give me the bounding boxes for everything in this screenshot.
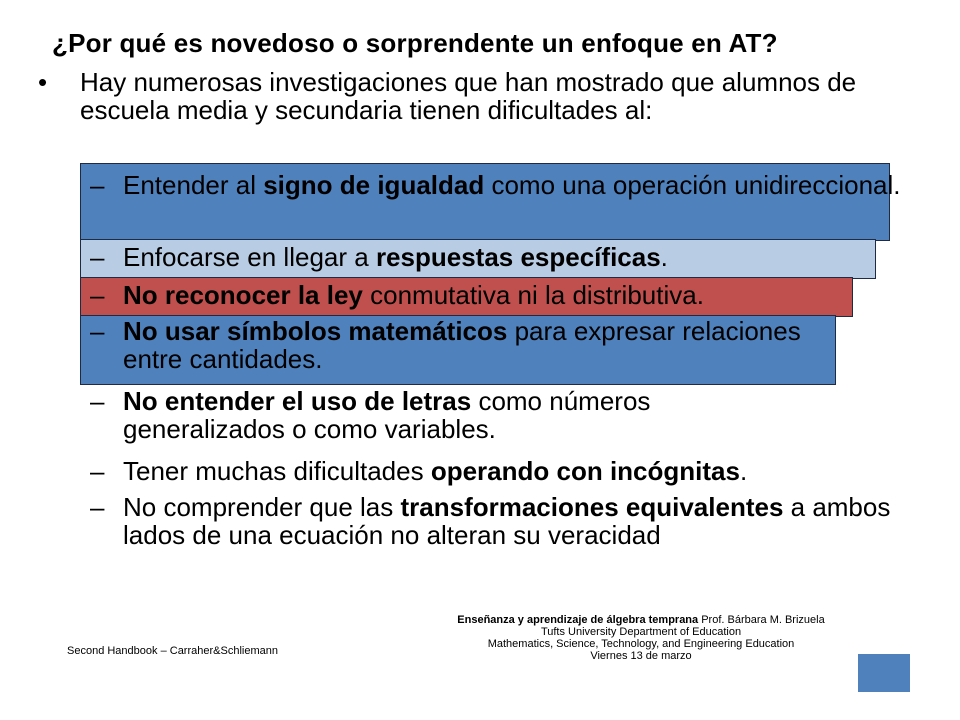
footer-course-info: [416, 614, 866, 662]
sub-item-bold: No usar símbolos matemáticos: [123, 316, 508, 346]
sub-item-text: como números generalizados o como variables.: [123, 386, 651, 444]
bullet-marker: •: [38, 67, 48, 97]
sub-item-text: conmutativa ni la distributiva.: [362, 280, 704, 310]
sub-item-text: .: [739, 456, 748, 486]
sub-item-bold: transformaciones equivalentes: [400, 492, 784, 522]
sub-item-bold: No reconocer la ley: [123, 280, 363, 310]
dash-marker: –: [90, 170, 105, 200]
dash-marker: –: [90, 280, 105, 310]
sub-item-text: como una operación unidireccional.: [484, 170, 901, 200]
dash-marker: –: [90, 316, 105, 346]
dash-marker: –: [90, 492, 105, 522]
slide-corner-square: [858, 654, 910, 692]
dash-marker: –: [90, 386, 105, 416]
sub-item-text: Entender al: [123, 170, 264, 200]
sub-item-bold: No entender el uso de letras: [123, 386, 472, 416]
sub-item-text: Enfocarse en llegar a: [123, 242, 376, 272]
sub-item-text: No comprender que las: [123, 492, 401, 522]
footer-course-title: Enseñanza y aprendizaje de álgebra temprana: [457, 614, 699, 626]
sub-item-text: Tener muchas dificultades: [123, 456, 431, 486]
sub-item-text: a ambos lados de una ecuación no alteran su veracidad: [123, 492, 891, 550]
footer-professor: Prof. Bárbara M. Brizuela: [698, 614, 825, 626]
bullet-text: Hay numerosas investigaciones que han mostrado que alumnos de escuela media y secundaria tienen dificultades al:: [80, 67, 857, 125]
footer-university: Tufts University Department of Education: [540, 626, 742, 638]
sub-item-bold: signo de igualdad: [263, 170, 485, 200]
slide-title: ¿Por qué es novedoso o sorprendente un enfoque en AT?: [52, 28, 778, 58]
sub-item-text: .: [660, 242, 668, 272]
dash-marker: –: [90, 242, 105, 272]
footer-date: Viernes 13 de marzo: [590, 650, 692, 662]
footer-reference: Second Handbook – Carraher&Schliemann: [67, 645, 278, 657]
dash-marker: –: [90, 456, 105, 486]
footer-department: Mathematics, Science, Technology, and Engineering Education: [487, 638, 795, 650]
sub-item-text: para expresar relaciones entre cantidades.: [123, 316, 801, 374]
sub-item-bold: respuestas específicas: [375, 242, 661, 272]
sub-item-bold: operando con incógnitas: [430, 456, 740, 486]
